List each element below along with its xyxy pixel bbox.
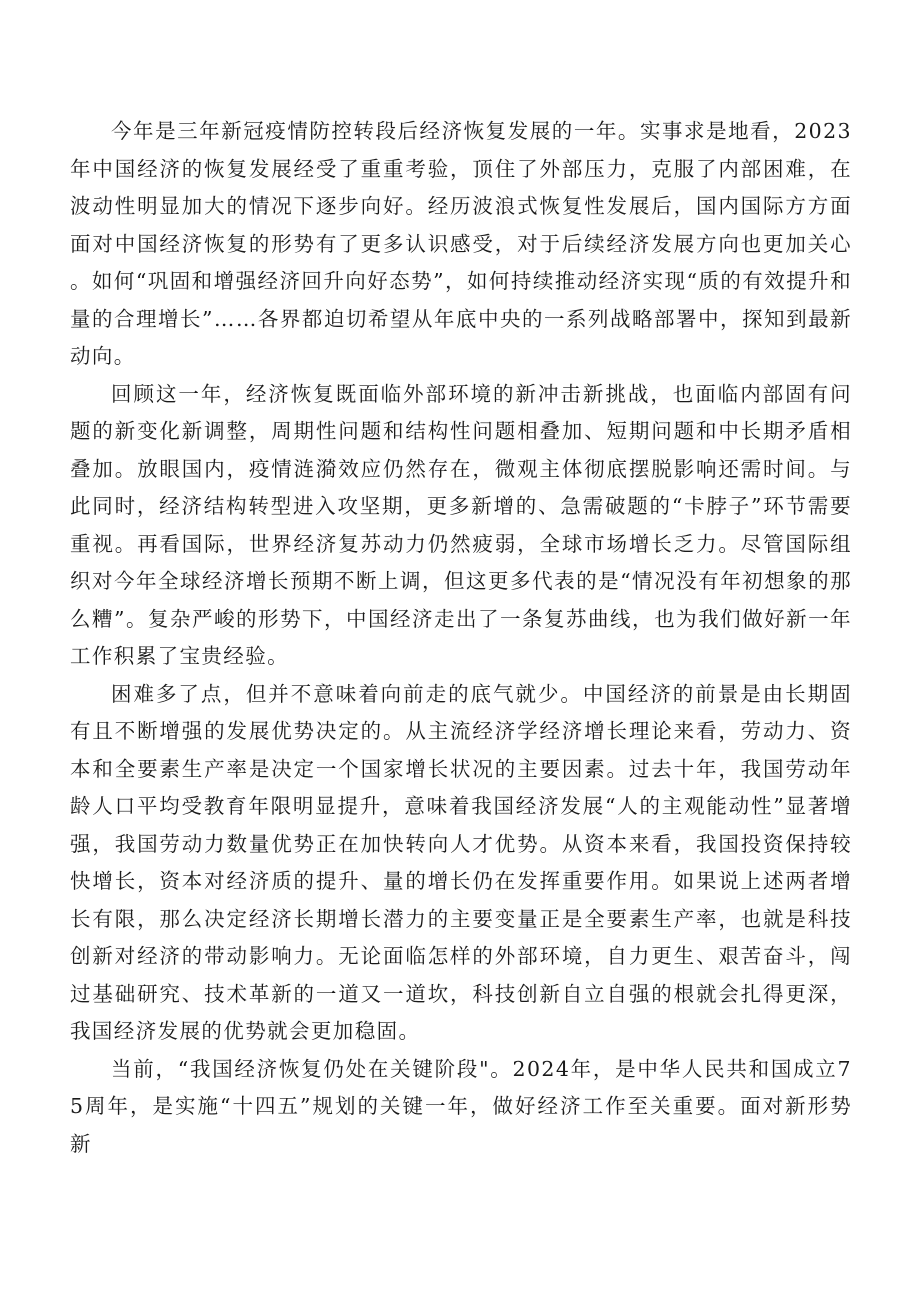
paragraph-2: 回顾这一年，经济恢复既面临外部环境的新冲击新挑战，也面临内部固有问题的新变化新调整，周期性问题和结构性问题相叠加、短期问题和中长期矛盾相叠加。放眼国内，疫情涟漪效应仍然存在，微观主体彻底摆脱影响还需时间。与此同时，经济结构转型进入攻坚期，更多新增的、急需破题的“卡脖子”环节需要重视。再看国际，世界经济复苏动力仍然疲弱，全球市场增长乏力。尽管国际组织对今年全球经济增长预期不断上调，但这更多代表的是“情况没有年初想象的那么糟”。复杂严峻的形势下，中国经济走出了一条复苏曲线，也为我们做好新一年工作积累了宝贵经验。: [70, 381, 852, 668]
paragraph-3: 困难多了点，但并不意味着向前走的底气就少。中国经济的前景是由长期固有且不断增强的发展优势决定的。从主流经济学经济增长理论来看，劳动力、资本和全要素生产率是决定一个国家增长状况的主要因素。过去十年，我国劳动年龄人口平均受教育年限明显提升，意味着我国经济发展“人的主观能动性”显著增强，我国劳动力数量优势正在加快转向人才优势。从资本来看，我国投资保持较快增长，资本对经济质的提升、量的增长仍在发挥重要作用。如果说上述两者增长有限，那么决定经济长期增长潜力的主要变量正是全要素生产率，也就是科技创新对经济的带动影响力。无论面临怎样的外部环境，自力更生、艰苦奋斗，闯过基础研究、技术革新的一道又一道坎，科技创新自立自强的根就会扎得更深，我国经济发展的优势就会更加稳固。: [70, 681, 852, 1043]
paragraph-1: 今年是三年新冠疫情防控转段后经济恢复发展的一年。实事求是地看，2023年中国经济的恢复发展经受了重重考验，顶住了外部压力，克服了内部困难，在波动性明显加大的情况下逐步向好。经历波浪式恢复性发展后，国内国际方方面面对中国经济恢复的形势有了更多认识感受，对于后续经济发展方向也更加关心。如何“巩固和增强经济回升向好态势”，如何持续推动经济实现“质的有效提升和量的合理增长”……各界都迫切希望从年底中央的一系列战略部署中，探知到最新动向。: [70, 119, 852, 368]
paragraph-4: 当前，“我国经济恢复仍处在关键阶段"。2024年，是中华人民共和国成立75周年，是实施“十四五”规划的关键一年，做好经济工作至关重要。面对新形势新: [70, 1056, 852, 1156]
article-body: [70, 113, 852, 1163]
